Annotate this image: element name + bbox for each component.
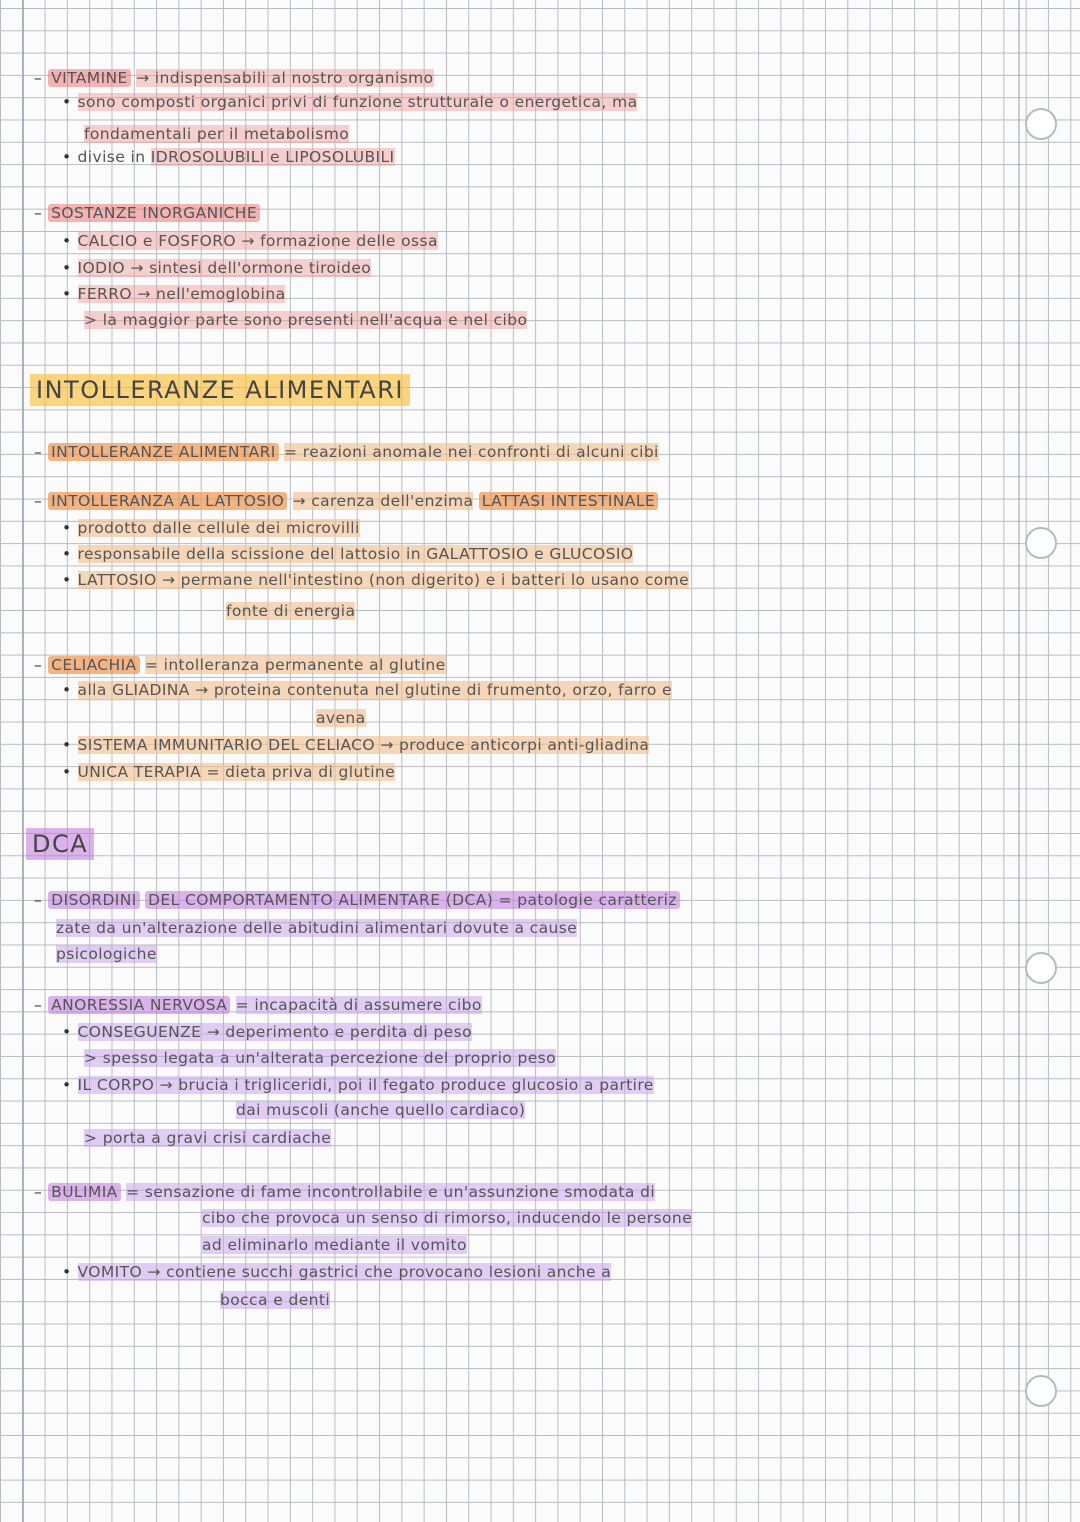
- intolleranze-title-line: [30, 376, 410, 404]
- dca-title: DCA: [26, 828, 94, 860]
- vitamine-heading: VITAMINE: [48, 69, 131, 87]
- intolleranze-definition-line: – INTOLLERANZE ALIMENTARI = reazioni anomale nei confronti di alcuni cibi: [34, 443, 659, 461]
- anoressia-heading-line: – ANORESSIA NERVOSA = incapacità di assumere cibo: [34, 996, 482, 1014]
- intolleranze-heading: INTOLLERANZE ALIMENTARI: [48, 443, 279, 461]
- lattosio-point-3-cont: fonte di energia: [226, 602, 356, 620]
- bulimia-cont-2: ad eliminarlo mediante il vomito: [202, 1236, 467, 1254]
- right-edge-line: [1018, 0, 1020, 1522]
- vomito-point-cont: bocca e denti: [220, 1291, 331, 1309]
- binder-hole: [1025, 108, 1057, 140]
- anoressia-point-1: • CONSEGUENZE → deperimento e perdita di peso: [62, 1023, 472, 1041]
- lattosio-point-1: • prodotto dalle cellule dei microvilli: [62, 519, 360, 537]
- celiachia-point-3: • UNICA TERAPIA = dieta priva di glutine: [62, 763, 396, 781]
- vitamine-point-1-cont: fondamentali per il metabolismo: [84, 125, 350, 143]
- vomito-point: • VOMITO → contiene succhi gastrici che provocano lesioni anche a: [62, 1263, 612, 1281]
- binder-hole: [1025, 1375, 1057, 1407]
- bulimia-heading: BULIMIA: [48, 1183, 121, 1201]
- sostanze-point-1: • CALCIO e FOSFORO → formazione delle ossa: [62, 232, 438, 250]
- dca-definition-line: – DISORDINI DEL COMPORTAMENTO ALIMENTARE (DCA) = patologie caratteriz: [34, 890, 680, 910]
- vitamine-point-1: • sono composti organici privi di funzione strutturale o energetica, ma: [62, 93, 638, 111]
- lattosio-heading: INTOLLERANZA AL LATTOSIO: [48, 492, 287, 510]
- intolleranze-title: INTOLLERANZE ALIMENTARI: [30, 374, 410, 406]
- anoressia-point-2: • IL CORPO → brucia i trigliceridi, poi il fegato produce glucosio a partire: [62, 1076, 654, 1094]
- anoressia-heading: ANORESSIA NERVOSA: [48, 996, 230, 1014]
- lattosio-point-3: • LATTOSIO → permane nell'intestino (non digerito) e i batteri lo usano come: [62, 571, 690, 589]
- sostanze-point-3: • FERRO → nell'emoglobina: [62, 285, 286, 303]
- dca-definition-cont-1: zate da un'alterazione delle abitudini alimentari dovute a cause: [56, 919, 578, 937]
- sostanze-point-2: • IODIO → sintesi dell'ormone tiroideo: [62, 259, 372, 277]
- sostanze-heading: SOSTANZE INORGANICHE: [48, 204, 260, 222]
- vitamine-heading-line: – VITAMINE → indispensabili al nostro organismo: [34, 69, 434, 87]
- vitamine-point-2: • divise in IDROSOLUBILI e LIPOSOLUBILI: [62, 148, 395, 166]
- anoressia-note-1: > spesso legata a un'alterata percezione del proprio peso: [84, 1049, 557, 1067]
- celiachia-point-2: • SISTEMA IMMUNITARIO DEL CELIACO → produce anticorpi anti-gliadina: [62, 736, 650, 754]
- anoressia-note-2: > porta a gravi crisi cardiache: [84, 1129, 332, 1147]
- dca-title-line: [26, 830, 94, 858]
- binder-hole: [1025, 952, 1057, 984]
- anoressia-point-2-cont: dai muscoli (anche quello cardiaco): [236, 1101, 526, 1119]
- binder-hole: [1025, 527, 1057, 559]
- lattosio-point-2: • responsabile della scissione del lattosio in GALATTOSIO e GLUCOSIO: [62, 545, 634, 563]
- vitamine-heading-definition: → indispensabili al nostro organismo: [136, 69, 434, 87]
- celiachia-point-1-cont: avena: [316, 709, 366, 727]
- bulimia-cont-1: cibo che provoca un senso di rimorso, inducendo le persone: [202, 1209, 693, 1227]
- bulimia-heading-line: – BULIMIA = sensazione di fame incontrollabile e un'assunzione smodata di: [34, 1183, 656, 1201]
- celiachia-heading-line: – CELIACHIA = intolleranza permanente al glutine: [34, 656, 446, 674]
- sostanze-note: > la maggior parte sono presenti nell'acqua e nel cibo: [84, 311, 528, 329]
- left-margin-line: [22, 0, 24, 1522]
- celiachia-point-1: • alla GLIADINA → proteina contenuta nel glutine di frumento, orzo, farro e: [62, 681, 672, 699]
- lattasi-label: LATTASI INTESTINALE: [479, 492, 658, 510]
- lattosio-heading-line: – INTOLLERANZA AL LATTOSIO → carenza dell'enzima LATTASI INTESTINALE: [34, 491, 658, 511]
- dca-definition-cont-2: psicologiche: [56, 945, 157, 963]
- sostanze-heading-line: – SOSTANZE INORGANICHE: [34, 203, 260, 223]
- celiachia-heading: CELIACHIA: [48, 656, 139, 674]
- dca-heading: DISORDINI: [48, 891, 140, 909]
